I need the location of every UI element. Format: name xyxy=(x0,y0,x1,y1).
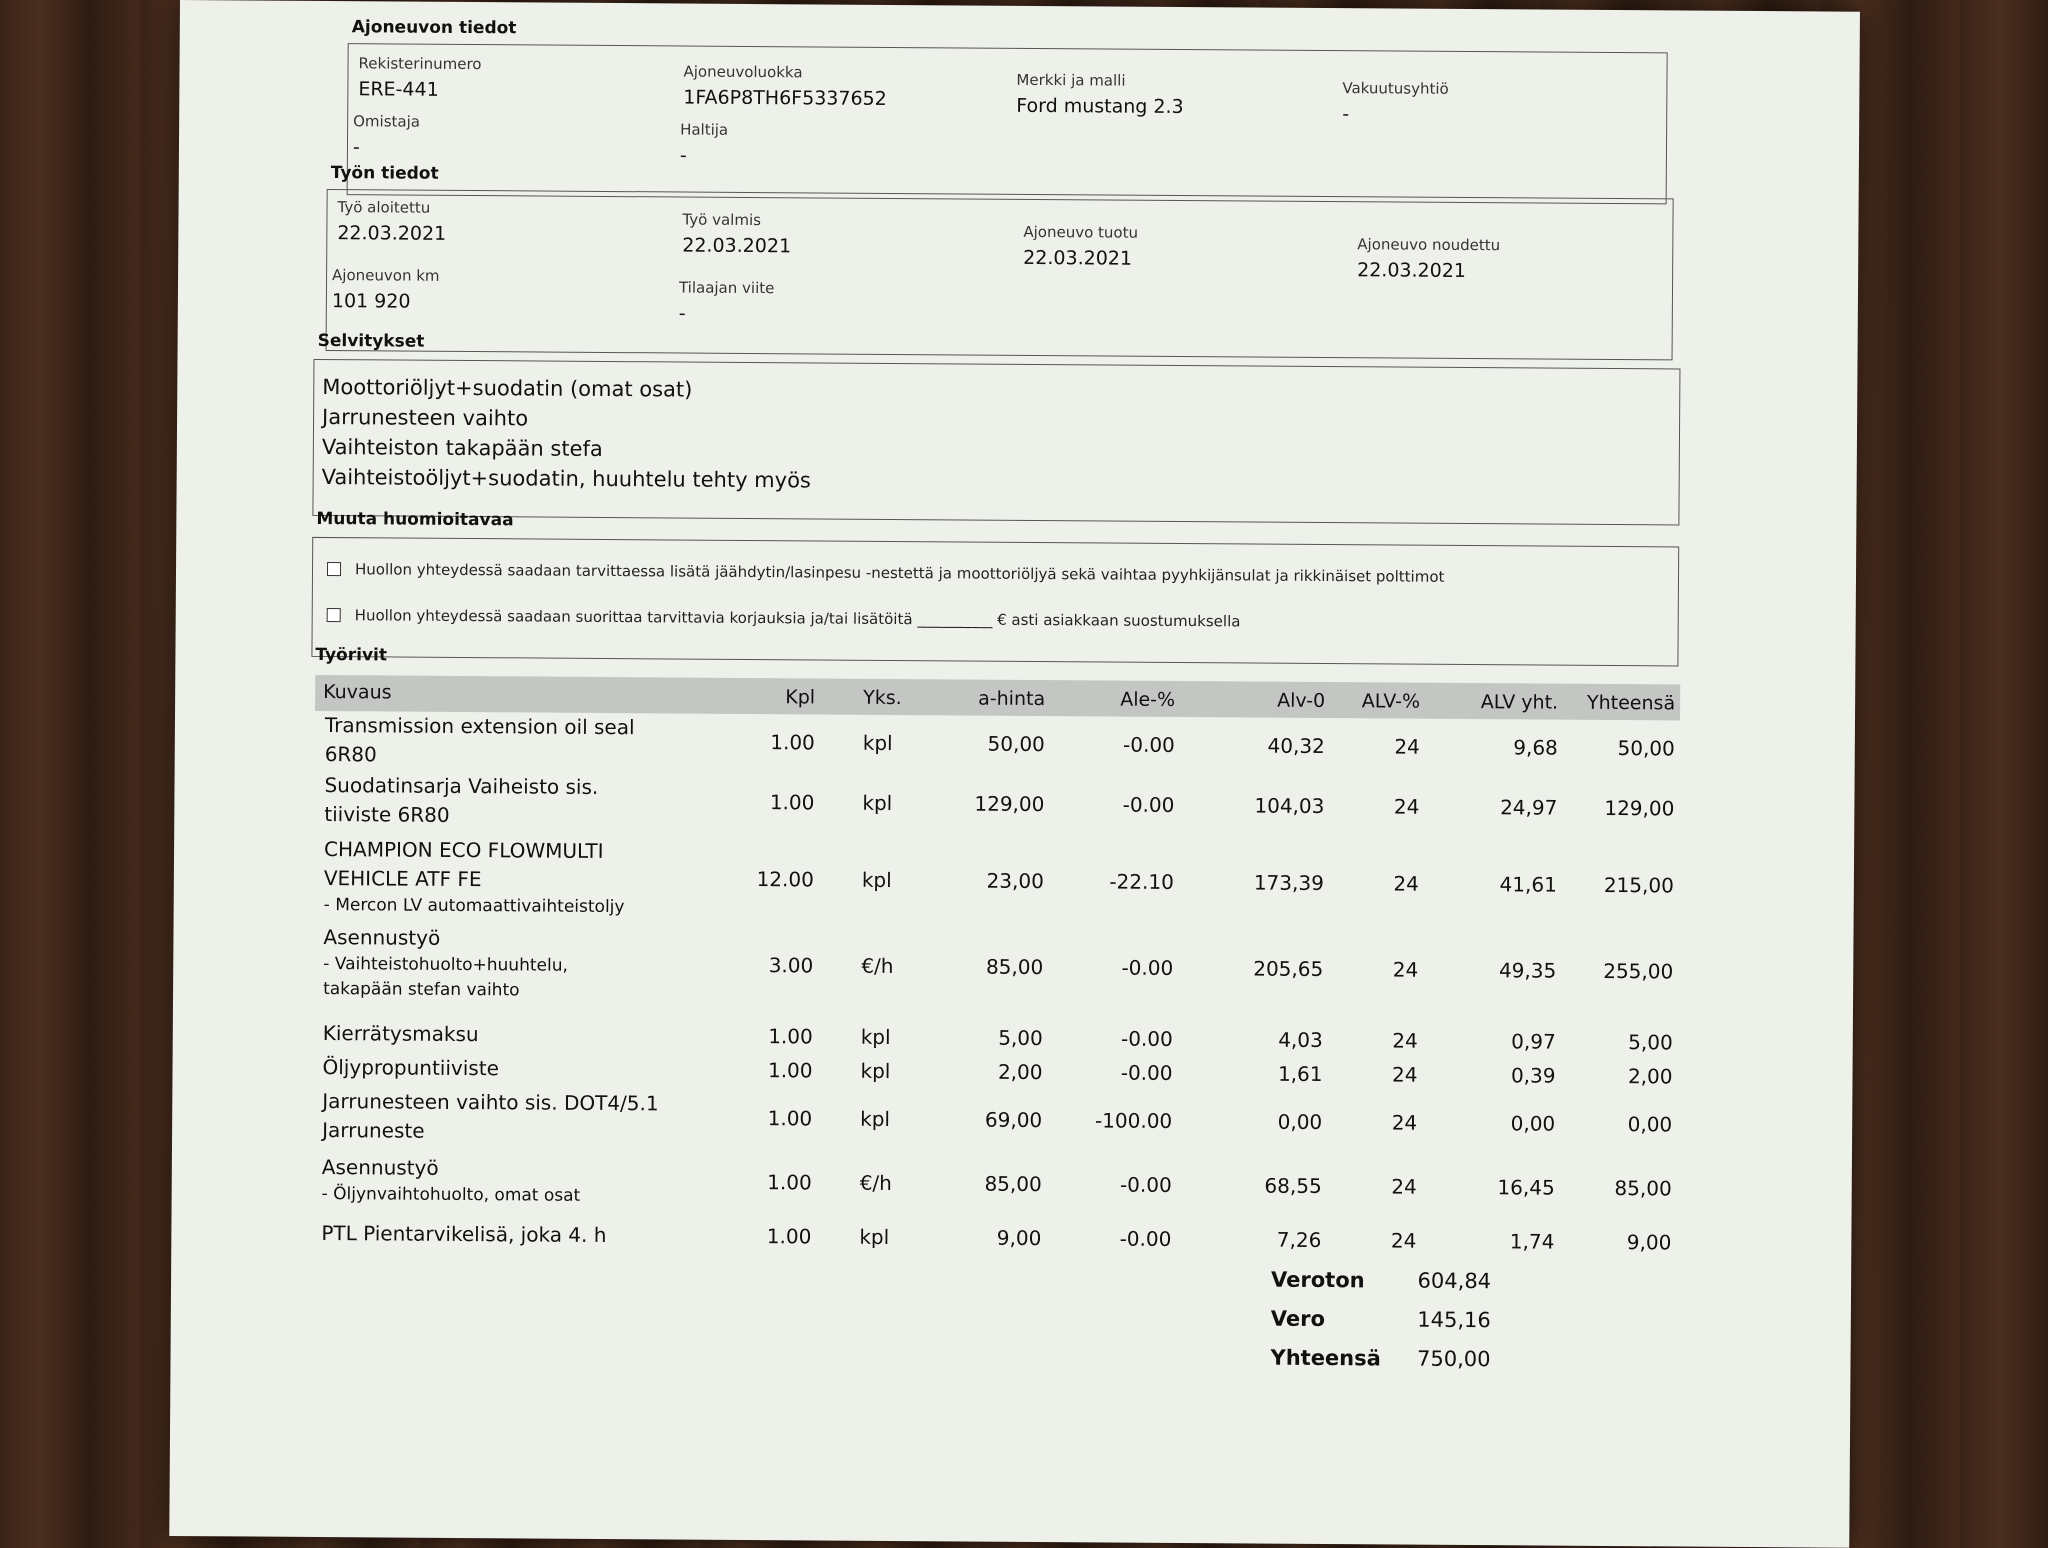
cell-discount: -100.00 xyxy=(1094,1108,1173,1133)
done-label: Työ valmis xyxy=(682,210,762,230)
cell-price: 69,00 xyxy=(984,1107,1043,1133)
holder-value: - xyxy=(679,144,687,167)
description-line: Jarrunesteen vaihto sis. DOT4/5.1 xyxy=(322,1089,659,1116)
cell-discount: -22.10 xyxy=(1109,869,1174,894)
holder-field xyxy=(680,120,728,166)
description-line: Asennustyö xyxy=(323,925,441,950)
cell-description xyxy=(323,1019,479,1049)
insurer-value: - xyxy=(1342,103,1350,126)
table-row xyxy=(314,771,1679,839)
cell-description xyxy=(322,1153,581,1209)
cell-total: 5,00 xyxy=(1628,1030,1673,1055)
header-alvp: ALV-% xyxy=(1361,690,1421,713)
description-subline: - Öljynvaihtohuolto, omat osat xyxy=(321,1184,581,1206)
cell-description xyxy=(322,1087,659,1147)
reg-label: Rekisterinumero xyxy=(358,54,482,74)
cell-price: 129,00 xyxy=(974,791,1045,817)
cell-price: 23,00 xyxy=(986,868,1044,894)
picked-field xyxy=(1357,235,1500,282)
cell-alv0: 205,65 xyxy=(1253,956,1324,982)
cell-qty: 1.00 xyxy=(767,1058,813,1083)
explanation-line: Vaihteistoöljyt+suodatin, huuhtelu tehty myös xyxy=(321,465,811,493)
reg-field xyxy=(358,54,481,101)
cell-unit: kpl xyxy=(859,1224,890,1249)
header-discount: Ale-% xyxy=(1120,688,1176,711)
cell-discount: -0.00 xyxy=(1120,1060,1173,1085)
description-line: tiiviste 6R80 xyxy=(324,802,450,827)
net-label: Veroton xyxy=(1271,1267,1365,1292)
note-text: Huollon yhteydessä saadaan tarvittaessa lisätä jäähdytin/lasinpesu -nestettä ja moottoriöljyä sekä vaihtaa pyyhkijänsulat ja rikkinäiset polttimot xyxy=(354,560,1445,586)
explanation-line: Jarrunesteen vaihto xyxy=(322,405,529,431)
net-total-row xyxy=(1271,1260,1491,1301)
header-desc: Kuvaus xyxy=(323,681,392,704)
totals-block xyxy=(1270,1260,1491,1379)
picked-value: 22.03.2021 xyxy=(1357,259,1467,282)
description-line: CHAMPION ECO FLOWMULTI xyxy=(323,837,604,863)
net-value: 604,84 xyxy=(1417,1268,1492,1293)
brought-value: 22.03.2021 xyxy=(1023,246,1133,270)
cell-alv0: 4,03 xyxy=(1278,1027,1323,1053)
cell-alv0: 1,61 xyxy=(1277,1061,1323,1087)
notes-section-title: Muuta huomioitavaa xyxy=(316,508,514,531)
vehicle-box xyxy=(347,43,1668,204)
cell-description xyxy=(324,771,598,831)
description-line: VEHICLE ATF FE xyxy=(323,866,482,892)
header-price: a-hinta xyxy=(978,687,1046,711)
class-value: 1FA6P8TH6F5337652 xyxy=(683,86,887,110)
started-label: Työ aloitettu xyxy=(337,198,431,217)
cell-description xyxy=(324,835,625,920)
ref-value: - xyxy=(678,302,686,325)
table-row xyxy=(314,835,1680,928)
cell-qty: 3.00 xyxy=(768,953,814,978)
header-total: Yhteensä xyxy=(1586,691,1676,715)
cell-description xyxy=(325,711,635,771)
cell-discount: -0.00 xyxy=(1119,1172,1172,1197)
explanations-box xyxy=(312,359,1680,526)
cell-alv0: 7,26 xyxy=(1276,1227,1322,1252)
cell-qty: 1.00 xyxy=(770,730,815,755)
cell-alv0: 104,03 xyxy=(1254,793,1325,819)
cell-alvp: 24 xyxy=(1391,1110,1418,1135)
cell-total: 129,00 xyxy=(1604,795,1675,821)
table-row xyxy=(312,1087,1677,1155)
owner-value: - xyxy=(352,136,360,159)
total-value: 750,00 xyxy=(1416,1346,1491,1371)
explanation-line: Moottoriöljyt+suodatin (omat osat) xyxy=(322,375,693,402)
note-item[interactable] xyxy=(327,606,1241,630)
description-line: PTL Pientarvikelisä, joka 4. h xyxy=(321,1221,607,1248)
cell-unit: €/h xyxy=(861,953,894,979)
cell-alv0: 173,39 xyxy=(1253,870,1324,896)
cell-alvtot: 24,97 xyxy=(1500,795,1558,820)
header-alv0: Alv-0 xyxy=(1277,689,1326,713)
cell-description xyxy=(321,1219,606,1250)
cell-unit: kpl xyxy=(862,730,893,755)
note-text: Huollon yhteydessä saadaan suorittaa tarvittavia korjauksia ja/tai lisätöitä __________ € asti asiakkaan suostumuksella xyxy=(354,606,1241,631)
km-field xyxy=(332,266,440,313)
done-value: 22.03.2021 xyxy=(682,234,792,258)
cell-price: 85,00 xyxy=(984,1171,1042,1197)
owner-label: Omistaja xyxy=(353,112,421,131)
holder-label: Haltija xyxy=(680,120,729,139)
description-line: Asennustyö xyxy=(321,1155,439,1180)
cell-unit: kpl xyxy=(861,867,892,892)
table-row xyxy=(313,1019,1678,1058)
description-line: 6R80 xyxy=(324,742,377,767)
cell-alv0: 40,32 xyxy=(1267,733,1325,759)
cell-total: 50,00 xyxy=(1617,736,1675,761)
cell-description xyxy=(323,923,568,1004)
description-subline: - Mercon LV automaattivaihteistoljy xyxy=(323,895,625,918)
note-checkbox[interactable] xyxy=(327,562,341,576)
cell-discount: -0.00 xyxy=(1121,955,1174,980)
started-value: 22.03.2021 xyxy=(337,222,447,245)
ref-field xyxy=(679,278,775,325)
cell-discount: -0.00 xyxy=(1120,1026,1173,1051)
cell-alvtot: 1,74 xyxy=(1509,1229,1555,1254)
cell-alvp: 24 xyxy=(1391,1174,1417,1199)
insurer-field xyxy=(1342,79,1449,126)
cell-price: 5,00 xyxy=(998,1025,1043,1051)
header-unit: Yks. xyxy=(863,686,902,710)
brought-label: Ajoneuvo tuotu xyxy=(1023,222,1139,242)
cell-qty: 1.00 xyxy=(769,790,815,815)
notes-box xyxy=(311,537,1679,667)
cell-total: 9,00 xyxy=(1626,1230,1672,1255)
table-row xyxy=(311,1219,1676,1258)
description-line: Transmission extension oil seal xyxy=(324,713,635,740)
cell-unit: kpl xyxy=(860,1024,891,1049)
cell-unit: kpl xyxy=(860,1058,891,1083)
cell-alvp: 24 xyxy=(1391,1062,1418,1087)
cell-qty: 1.00 xyxy=(766,1224,812,1249)
table-row xyxy=(315,711,1680,779)
invoice-paper xyxy=(169,0,1860,1548)
header-qty: Kpl xyxy=(785,686,816,709)
tax-label: Vero xyxy=(1270,1306,1326,1331)
cell-total: 215,00 xyxy=(1603,872,1674,898)
cell-discount: -0.00 xyxy=(1119,1226,1172,1251)
grand-total-row xyxy=(1270,1338,1490,1379)
cell-price: 85,00 xyxy=(985,954,1044,980)
rows-section-title: Työrivit xyxy=(315,644,388,666)
cell-total: 2,00 xyxy=(1627,1064,1673,1089)
cell-alvp: 24 xyxy=(1392,957,1419,982)
explanation-line: Vaihteiston takapään stefa xyxy=(321,435,603,461)
description-line: Öljypropuntiiviste xyxy=(322,1055,500,1081)
tax-total-row xyxy=(1271,1299,1491,1340)
cell-unit: kpl xyxy=(862,790,893,815)
table-row xyxy=(312,1053,1677,1092)
cell-price: 9,00 xyxy=(996,1225,1042,1251)
owner-field xyxy=(353,112,420,158)
cell-alv0: 0,00 xyxy=(1277,1109,1323,1135)
reg-value: ERE-441 xyxy=(358,78,439,101)
cell-price: 50,00 xyxy=(987,731,1045,757)
description-subline: - Vaihteistohuolto+huuhtelu, xyxy=(323,954,568,976)
make-label: Merkki ja malli xyxy=(1016,70,1126,90)
make-field xyxy=(1016,71,1184,118)
note-item[interactable] xyxy=(327,560,1445,586)
brought-field xyxy=(1023,223,1138,270)
cell-discount: -0.00 xyxy=(1122,732,1175,757)
cell-qty: 12.00 xyxy=(756,867,814,892)
cell-price: 2,00 xyxy=(997,1059,1043,1085)
cell-total: 85,00 xyxy=(1614,1176,1672,1201)
cell-total: 255,00 xyxy=(1603,958,1674,984)
cell-alvp: 24 xyxy=(1393,794,1420,819)
class-label: Ajoneuvoluokka xyxy=(683,62,803,82)
cell-total: 0,00 xyxy=(1627,1112,1673,1137)
work-section-title: Työn tiedot xyxy=(330,163,439,184)
description-line: Kierrätysmaksu xyxy=(322,1021,479,1047)
cell-alv0: 68,55 xyxy=(1264,1173,1322,1198)
header-alvtot: ALV yht. xyxy=(1480,691,1559,714)
cell-qty: 1.00 xyxy=(768,1024,813,1049)
cell-description xyxy=(322,1053,499,1083)
cell-alvtot: 0,39 xyxy=(1510,1063,1556,1088)
cell-alvp: 24 xyxy=(1392,1028,1418,1053)
table-row xyxy=(312,1153,1677,1217)
km-label: Ajoneuvon km xyxy=(332,266,440,285)
picked-label: Ajoneuvo noudettu xyxy=(1357,235,1501,255)
cell-alvtot: 9,68 xyxy=(1513,735,1558,760)
cell-unit: kpl xyxy=(860,1106,891,1131)
vehicle-section-title: Ajoneuvon tiedot xyxy=(351,17,517,39)
total-label: Yhteensä xyxy=(1270,1345,1381,1370)
cell-alvtot: 0,00 xyxy=(1510,1111,1556,1136)
cell-qty: 1.00 xyxy=(767,1106,813,1131)
description-subline: takapään stefan vaihto xyxy=(323,979,520,1001)
table-row xyxy=(313,923,1679,1012)
cell-alvp: 24 xyxy=(1394,734,1420,759)
ref-label: Tilaajan viite xyxy=(678,278,775,298)
description-line: Suodatinsarja Vaiheisto sis. xyxy=(324,773,599,799)
cell-alvtot: 41,61 xyxy=(1499,872,1557,897)
note-checkbox[interactable] xyxy=(327,608,341,622)
class-field xyxy=(683,63,887,110)
cell-unit: €/h xyxy=(859,1170,892,1195)
work-box xyxy=(326,189,1674,360)
cell-alvtot: 0,97 xyxy=(1511,1029,1556,1054)
explanations-section-title: Selvitykset xyxy=(317,330,425,352)
cell-discount: -0.00 xyxy=(1122,792,1175,817)
cell-alvp: 24 xyxy=(1393,871,1419,896)
tax-value: 145,16 xyxy=(1417,1307,1491,1332)
km-value: 101 920 xyxy=(331,290,411,313)
insurer-label: Vakuutusyhtiö xyxy=(1342,79,1449,98)
cell-alvtot: 49,35 xyxy=(1498,958,1557,983)
done-field xyxy=(682,211,791,258)
cell-qty: 1.00 xyxy=(767,1170,812,1195)
description-line: Jarruneste xyxy=(322,1118,425,1143)
make-value: Ford mustang 2.3 xyxy=(1016,94,1184,119)
cell-alvtot: 16,45 xyxy=(1497,1175,1555,1200)
started-field xyxy=(337,198,446,245)
explanations-list xyxy=(322,372,812,495)
cell-alvp: 24 xyxy=(1390,1228,1417,1253)
